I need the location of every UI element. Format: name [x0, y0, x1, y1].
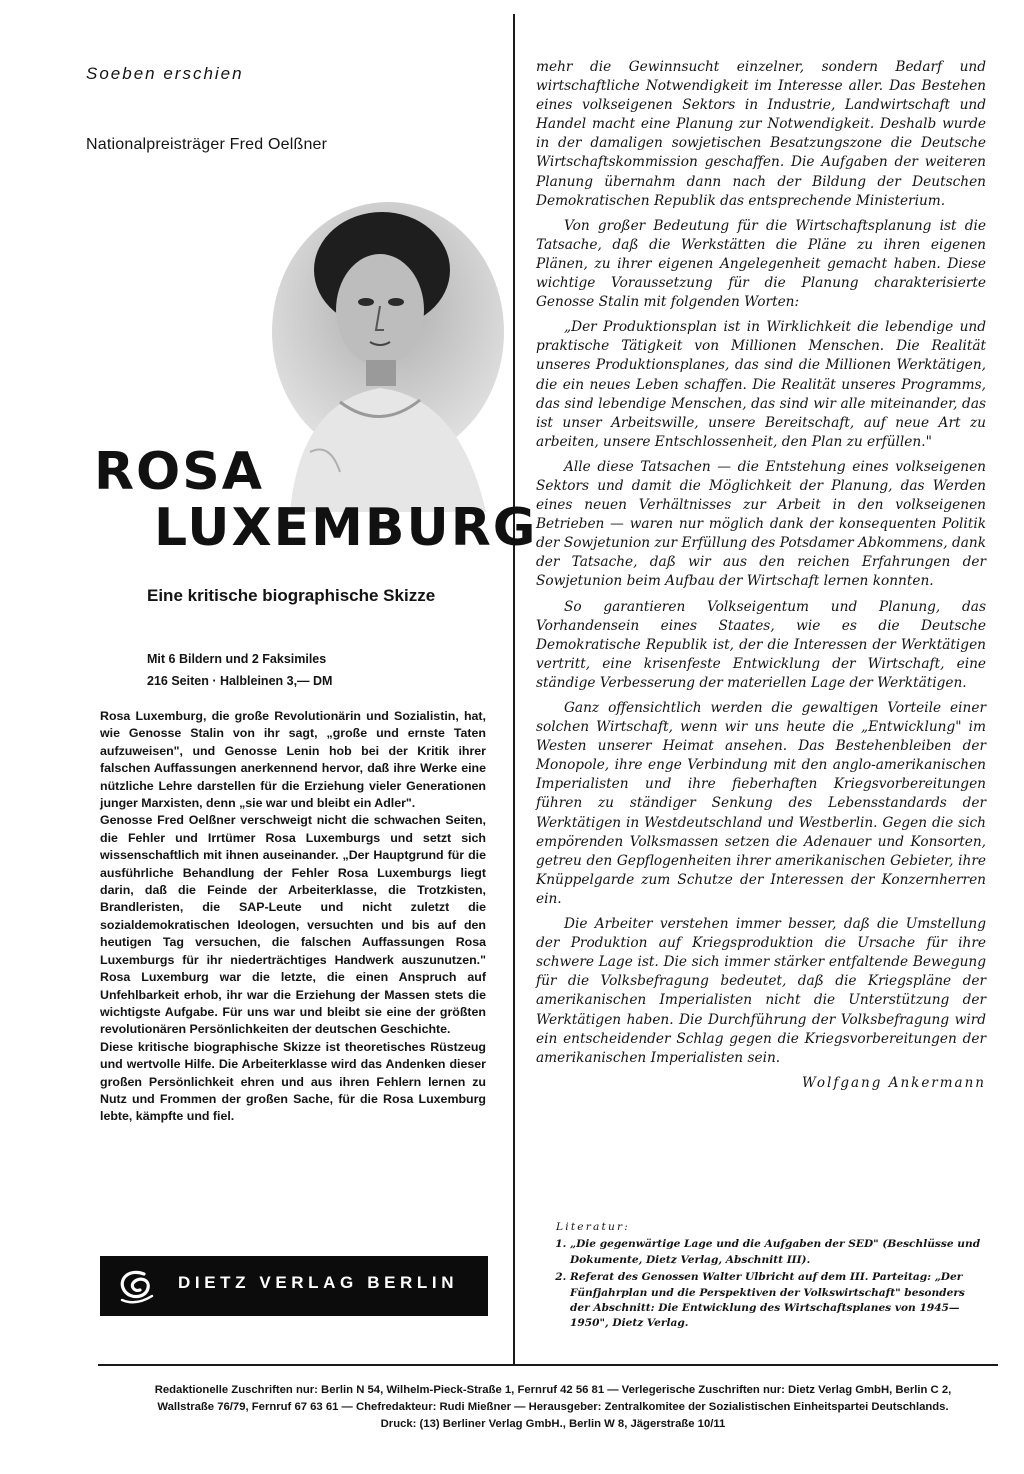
imprint	[108, 1382, 998, 1433]
imprint-line: Redaktionelle Zuschriften nur: Berlin N 54, Wilhelm-Pieck-Straße 1, Fernruf 42 56 81 — Verlegerische Zuschriften nur: Dietz Verlag GmbH, Berlin C 2,	[154, 1384, 952, 1396]
book-subtitle: Eine kritische biographische Skizze	[147, 586, 436, 605]
article-body	[536, 58, 986, 1093]
literature-item: 1. „Die gegenwärtige Lage und die Aufgaben der SED" (Beschlüsse und Dokumente, Dietz Verlag, Abschnitt III).	[570, 1237, 988, 1268]
literature-items	[556, 1237, 988, 1331]
imprint-line: Druck: (13) Berliner Verlag GmbH., Berlin W 8, Jägerstraße 10/11	[380, 1418, 726, 1430]
article-paragraph: Die Arbeiter verstehen immer besser, daß die Umstellung der Produktion auf Kriegsproduktion die Ursache für ihre schwere Lage ist. Die sich immer stärker entfaltende Bewegung für die Volksbefragung bedeutet, daß die Kriegspläne der amerikanischen Imperialisten nicht die Unterstützung der Werktätigen haben. Die Durchführung der Volksbefragung wird ein entscheidender Schlag gegen die Kriegsvorbereitungen der amerikanischen Imperialisten sein.	[536, 916, 986, 1066]
footer-divider	[98, 1364, 998, 1366]
literature-heading: Literatur:	[556, 1221, 631, 1233]
publisher-name: DIETZ VERLAG BERLIN	[178, 1273, 459, 1292]
article-quote: „Der Produktionsplan ist in Wirklichkeit die lebendige und praktische Tätigkeit von Millionen Menschen. Die Realität unseres Produktionsplanes, das sind die Millionen Werktätigen, die ein neues Leben schaffen. Die Realität unseres Programms, das sind lebendige Menschen, das sind wir alle miteinander, das ist unser Arbeitswille, unsere Bereitschaft, auf neue Art zu arbeiten, unsere Entschlossenheit, den Plan zu erfüllen."	[536, 319, 986, 450]
article-paragraph: Ganz offensichtlich werden die gewaltigen Vorteile einer solchen Wirtschaft, wenn wir uns heute die „Entwicklung" im Westen unserer Heimat ansehen. Das Bestehenbleiben der Monopole, ihre enge Verbindung mit den anglo-amerikanischen Imperialisten und ihre fieberhaften Kriegsvorbereitungen führen zu ständiger Senkung des Lebensstandards der Werktätigen in Westdeutschland und Westberlin. Gegen die sich empörenden Volksmassen setzen die Adenauer und Konsorten, getreu den Gepflogenheiten ihrer amerikanischen Gebieter, ihre Knüppelgarde zum Schutze der Interessen der Konzernherren ein.	[536, 700, 986, 907]
article-paragraph: mehr die Gewinnsucht einzelner, sondern Bedarf und wirtschaftliche Notwendigkeit im Interesse aller. Das Bestehen eines volkseigenen Sektors in Industrie, Landwirtschaft und Handel macht eine Planung zur Notwendigkeit. Deshalb wurde in der damaligen sowjetischen Besatzungszone die Deutsche Wirtschaftskommission geschaffen. Die Aufgaben der weiteren Planung übernahm dann nach der Bildung der Deutschen Demokratischen Republik das entsprechende Ministerium.	[536, 59, 986, 209]
book-meta-pages-price: 216 Seiten · Halbleinen 3,— DM	[147, 674, 333, 688]
blurb-paragraph: Genosse Fred Oelßner verschweigt nicht die schwachen Seiten, die Fehler und Irrtümer Rosa Luxemburgs und setzt sich wissenschaftlich mit ihnen auseinander. „Der Hauptgrund für die ausführliche Behandlung der Fehler Rosa Luxemburgs liegt darin, daß die Feinde der Arbeiterklasse, die Trotzkisten, Brandleristen, die SAP-Leute und nicht zuletzt die sozialdemokratischen Ideologen, versuchten und bis auf den heutigen Tag versuchen, die falschen Auffassungen Rosa Luxemburgs für ihr niederträchtiges Handwerk auszunutzen." Rosa Luxemburg war die letzte, die einen Anspruch auf Unfehlbarkeit erhob, ihr war die Erziehung der Massen stets die wichtigste Aufgabe. Für uns war und bleibt sie eine der größten revolutionären Persönlichkeiten der deutschen Geschichte.	[100, 813, 486, 1037]
book-title	[94, 444, 537, 556]
ad-eyebrow: Soeben erschien	[86, 64, 244, 83]
book-blurb	[100, 708, 486, 1126]
article-paragraph: So garantieren Volkseigentum und Planung, das Vorhandensein eines Staates, wie es die Deutsche Demokratische Republik ist, der die Interessen der Werktätigen vertritt, eine krisenfeste Entwicklung der Wirtschaft, eine ständige Verbesserung der materiellen Lage der Werktätigen.	[536, 598, 986, 691]
book-meta-illustrations: Mit 6 Bildern und 2 Faksimiles	[147, 652, 327, 666]
literature-list	[556, 1220, 988, 1334]
blurb-paragraph: Diese kritische biographische Skizze ist theoretisches Rüstzeug und wertvolle Hilfe. Die Arbeiterklasse wird das Andenken dieser großen Persönlichkeit ehren und aus ihren Fehlern lernen zu Nutz und Frommen der großen Sache, für die Rosa Luxemburg lebte, kämpfte und fiel.	[100, 1039, 486, 1124]
book-advertisement	[84, 64, 538, 1292]
article-signature: Wolfgang Ankermann	[801, 1074, 986, 1091]
literature-item: 2. Referat des Genossen Walter Ulbricht auf dem III. Parteitag: „Der Fünfjahrplan und die Perspektiven der Volkswirtschaft" besonders der Abschnitt: Die Entwicklung des Wirtschaftsplanes von 1945—1950", Dietz Verlag.	[570, 1270, 988, 1332]
column-divider	[513, 14, 515, 1366]
book-title-line2: LUXEMBURG	[154, 498, 538, 558]
blurb-paragraph: Rosa Luxemburg, die große Revolutionärin und Sozialistin, hat, wie Genosse Stalin von ihr sagt, „große und ernste Taten aufzuweisen", und Genosse Lenin hob bei der Kritik ihrer falschen Auffassungen anerkennend hervor, daß ihre Werke eine nützliche Lehre darstellen für die Erziehung vieler Generationen junger Marxisten, denn „sie war und bleibt ein Adler".	[100, 709, 486, 811]
publisher-banner	[100, 1256, 488, 1316]
publisher-logo-icon	[114, 1266, 158, 1306]
article-paragraph: Von großer Bedeutung für die Wirtschaftsplanung ist die Tatsache, daß die Werkstätten die Pläne zu ihren eigenen Plänen, zu ihrer eigenen Angelegenheit gemacht haben. Diese wichtige Voraussetzung für die Planung charakterisierte Genosse Stalin mit folgenden Worten:	[536, 217, 986, 311]
ad-author: Nationalpreisträger Fred Oelßner	[86, 136, 328, 153]
imprint-line: Wallstraße 76/79, Fernruf 67 63 61 — Chefredakteur: Rudi Mießner — Herausgeber: Zentralkomitee der Sozialistischen Einheitspartei Deutschlands.	[157, 1401, 949, 1413]
article-paragraph: Alle diese Tatsachen — die Entstehung eines volkseigenen Sektors und damit die Möglichkeit der Planung, das Werden eines neuen Verhältnisses zur Arbeit in den volkseigenen Betrieben — waren nur möglich dank der konsequenten Politik der Sowjetunion zur Erfüllung des Potsdamer Abkommens, dank der Tatsache, daß wir aus den reichen Erfahrungen der Sowjetunion beim Aufbau der Wirtschaft lernen konnten.	[536, 458, 986, 590]
book-title-line1: ROSA	[94, 442, 264, 502]
book-meta	[147, 648, 332, 692]
